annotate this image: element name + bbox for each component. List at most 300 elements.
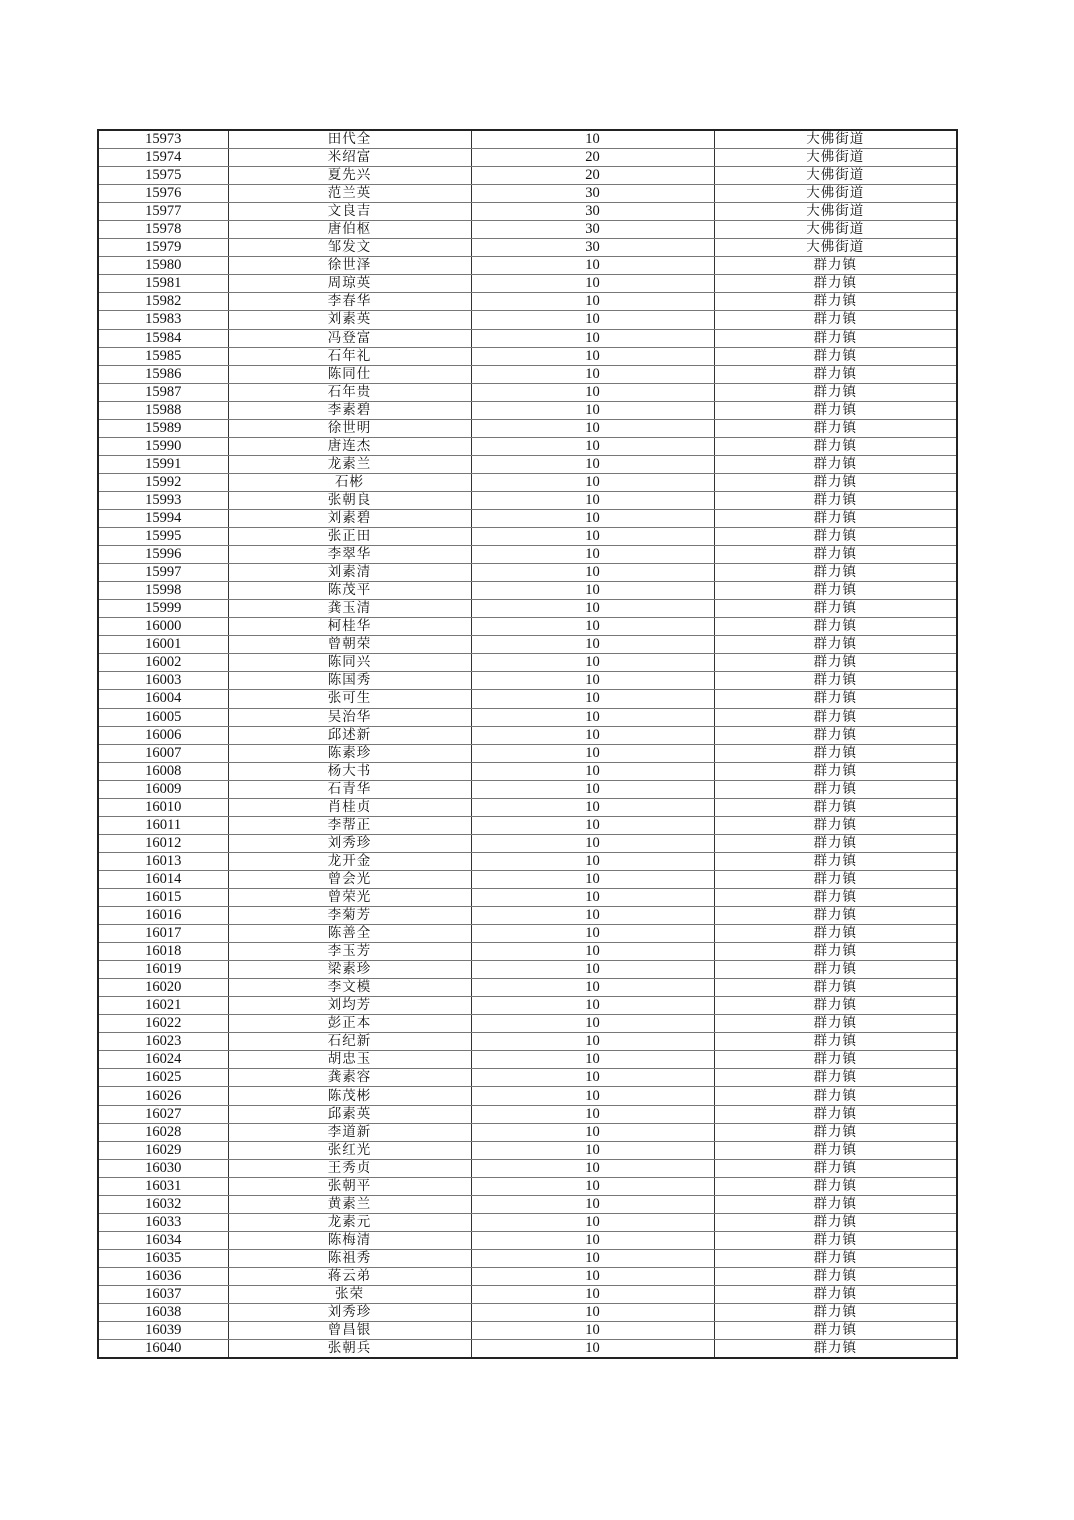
name-cell: 徐世泽 xyxy=(228,257,471,275)
area-cell: 群力镇 xyxy=(714,401,957,419)
table-row xyxy=(98,1286,957,1304)
name-cell: 唐伯枢 xyxy=(228,221,471,239)
name-cell: 杨大书 xyxy=(228,762,471,780)
area-cell: 群力镇 xyxy=(714,636,957,654)
area-cell: 大佛街道 xyxy=(714,149,957,167)
table-body xyxy=(98,130,957,1358)
row-number-cell: 16023 xyxy=(98,1033,228,1051)
area-cell: 群力镇 xyxy=(714,347,957,365)
table-row xyxy=(98,1249,957,1267)
area-cell: 群力镇 xyxy=(714,419,957,437)
row-number-cell: 16031 xyxy=(98,1177,228,1195)
name-cell: 吴治华 xyxy=(228,708,471,726)
table-row xyxy=(98,1141,957,1159)
row-number-cell: 16016 xyxy=(98,907,228,925)
name-cell: 李菊芳 xyxy=(228,907,471,925)
table-row xyxy=(98,582,957,600)
table-row xyxy=(98,1267,957,1285)
row-number-cell: 16033 xyxy=(98,1213,228,1231)
row-number-cell: 16027 xyxy=(98,1105,228,1123)
area-cell: 群力镇 xyxy=(714,690,957,708)
row-number-cell: 15985 xyxy=(98,347,228,365)
area-cell: 群力镇 xyxy=(714,672,957,690)
row-number-cell: 16020 xyxy=(98,979,228,997)
table-row xyxy=(98,943,957,961)
row-number-cell: 15994 xyxy=(98,509,228,527)
table-row xyxy=(98,167,957,185)
amount-cell: 10 xyxy=(471,401,714,419)
amount-cell: 10 xyxy=(471,888,714,906)
area-cell: 大佛街道 xyxy=(714,239,957,257)
row-number-cell: 16036 xyxy=(98,1267,228,1285)
table-row xyxy=(98,690,957,708)
name-cell: 柯桂华 xyxy=(228,618,471,636)
table-row xyxy=(98,1123,957,1141)
table-row xyxy=(98,852,957,870)
name-cell: 陈国秀 xyxy=(228,672,471,690)
amount-cell: 10 xyxy=(471,365,714,383)
name-cell: 李素碧 xyxy=(228,401,471,419)
name-cell: 石年贵 xyxy=(228,383,471,401)
amount-cell: 10 xyxy=(471,455,714,473)
name-cell: 田代全 xyxy=(228,130,471,149)
area-cell: 群力镇 xyxy=(714,870,957,888)
amount-cell: 10 xyxy=(471,726,714,744)
name-cell: 胡忠玉 xyxy=(228,1051,471,1069)
area-cell: 群力镇 xyxy=(714,1249,957,1267)
row-number-cell: 16000 xyxy=(98,618,228,636)
row-number-cell: 16018 xyxy=(98,943,228,961)
row-number-cell: 15997 xyxy=(98,564,228,582)
amount-cell: 20 xyxy=(471,167,714,185)
name-cell: 梁素珍 xyxy=(228,961,471,979)
row-number-cell: 16015 xyxy=(98,888,228,906)
row-number-cell: 15991 xyxy=(98,455,228,473)
name-cell: 邱述新 xyxy=(228,726,471,744)
amount-cell: 10 xyxy=(471,1304,714,1322)
table-row xyxy=(98,618,957,636)
table-row xyxy=(98,149,957,167)
table-row xyxy=(98,401,957,419)
row-number-cell: 16021 xyxy=(98,997,228,1015)
row-number-cell: 15977 xyxy=(98,203,228,221)
name-cell: 张正田 xyxy=(228,528,471,546)
area-cell: 大佛街道 xyxy=(714,221,957,239)
table-row xyxy=(98,834,957,852)
table-row xyxy=(98,257,957,275)
table-row xyxy=(98,1159,957,1177)
area-cell: 群力镇 xyxy=(714,997,957,1015)
amount-cell: 10 xyxy=(471,383,714,401)
row-number-cell: 16040 xyxy=(98,1340,228,1359)
area-cell: 群力镇 xyxy=(714,961,957,979)
row-number-cell: 15983 xyxy=(98,311,228,329)
row-number-cell: 16039 xyxy=(98,1322,228,1340)
row-number-cell: 16010 xyxy=(98,798,228,816)
amount-cell: 10 xyxy=(471,979,714,997)
amount-cell: 10 xyxy=(471,1286,714,1304)
row-number-cell: 16007 xyxy=(98,744,228,762)
name-cell: 刘素碧 xyxy=(228,509,471,527)
table-row xyxy=(98,816,957,834)
name-cell: 米绍富 xyxy=(228,149,471,167)
name-cell: 刘秀珍 xyxy=(228,1304,471,1322)
area-cell: 群力镇 xyxy=(714,1069,957,1087)
table-row xyxy=(98,1213,957,1231)
area-cell: 群力镇 xyxy=(714,1340,957,1359)
row-number-cell: 16032 xyxy=(98,1195,228,1213)
area-cell: 群力镇 xyxy=(714,1231,957,1249)
row-number-cell: 15989 xyxy=(98,419,228,437)
name-cell: 刘素英 xyxy=(228,311,471,329)
area-cell: 大佛街道 xyxy=(714,203,957,221)
name-cell: 石年礼 xyxy=(228,347,471,365)
row-number-cell: 16034 xyxy=(98,1231,228,1249)
area-cell: 群力镇 xyxy=(714,1177,957,1195)
table-row xyxy=(98,239,957,257)
row-number-cell: 16024 xyxy=(98,1051,228,1069)
amount-cell: 10 xyxy=(471,473,714,491)
amount-cell: 30 xyxy=(471,221,714,239)
table-row xyxy=(98,455,957,473)
row-number-cell: 16001 xyxy=(98,636,228,654)
amount-cell: 10 xyxy=(471,293,714,311)
area-cell: 群力镇 xyxy=(714,618,957,636)
table-row xyxy=(98,1322,957,1340)
name-cell: 唐连杰 xyxy=(228,437,471,455)
amount-cell: 10 xyxy=(471,834,714,852)
table-row xyxy=(98,636,957,654)
row-number-cell: 16025 xyxy=(98,1069,228,1087)
row-number-cell: 15974 xyxy=(98,149,228,167)
area-cell: 群力镇 xyxy=(714,852,957,870)
table-row xyxy=(98,221,957,239)
row-number-cell: 15978 xyxy=(98,221,228,239)
table-row xyxy=(98,1069,957,1087)
table-row xyxy=(98,1051,957,1069)
row-number-cell: 15995 xyxy=(98,528,228,546)
table-row xyxy=(98,888,957,906)
area-cell: 群力镇 xyxy=(714,708,957,726)
row-number-cell: 15988 xyxy=(98,401,228,419)
area-cell: 群力镇 xyxy=(714,925,957,943)
table-row xyxy=(98,1231,957,1249)
name-cell: 曾会光 xyxy=(228,870,471,888)
amount-cell: 10 xyxy=(471,1267,714,1285)
name-cell: 张朝平 xyxy=(228,1177,471,1195)
amount-cell: 10 xyxy=(471,1340,714,1359)
amount-cell: 10 xyxy=(471,564,714,582)
table-row xyxy=(98,1087,957,1105)
name-cell: 陈梅清 xyxy=(228,1231,471,1249)
table-row xyxy=(98,979,957,997)
row-number-cell: 16005 xyxy=(98,708,228,726)
amount-cell: 10 xyxy=(471,1141,714,1159)
table-row xyxy=(98,1304,957,1322)
area-cell: 群力镇 xyxy=(714,383,957,401)
amount-cell: 20 xyxy=(471,149,714,167)
row-number-cell: 16029 xyxy=(98,1141,228,1159)
amount-cell: 30 xyxy=(471,185,714,203)
amount-cell: 10 xyxy=(471,1033,714,1051)
area-cell: 群力镇 xyxy=(714,744,957,762)
area-cell: 群力镇 xyxy=(714,1141,957,1159)
amount-cell: 10 xyxy=(471,961,714,979)
amount-cell: 10 xyxy=(471,1177,714,1195)
row-number-cell: 15992 xyxy=(98,473,228,491)
amount-cell: 10 xyxy=(471,329,714,347)
area-cell: 群力镇 xyxy=(714,726,957,744)
name-cell: 张红光 xyxy=(228,1141,471,1159)
name-cell: 冯登富 xyxy=(228,329,471,347)
amount-cell: 10 xyxy=(471,1087,714,1105)
amount-cell: 10 xyxy=(471,618,714,636)
row-number-cell: 16037 xyxy=(98,1286,228,1304)
row-number-cell: 16014 xyxy=(98,870,228,888)
table-row xyxy=(98,708,957,726)
area-cell: 群力镇 xyxy=(714,491,957,509)
name-cell: 张可生 xyxy=(228,690,471,708)
name-cell: 张朝兵 xyxy=(228,1340,471,1359)
amount-cell: 10 xyxy=(471,654,714,672)
area-cell: 群力镇 xyxy=(714,798,957,816)
name-cell: 曾荣光 xyxy=(228,888,471,906)
amount-cell: 10 xyxy=(471,1015,714,1033)
area-cell: 群力镇 xyxy=(714,311,957,329)
name-cell: 龚玉清 xyxy=(228,600,471,618)
name-cell: 彭正本 xyxy=(228,1015,471,1033)
amount-cell: 10 xyxy=(471,852,714,870)
name-cell: 石彬 xyxy=(228,473,471,491)
row-number-cell: 16004 xyxy=(98,690,228,708)
area-cell: 大佛街道 xyxy=(714,130,957,149)
area-cell: 群力镇 xyxy=(714,888,957,906)
name-cell: 范兰英 xyxy=(228,185,471,203)
row-number-cell: 15996 xyxy=(98,546,228,564)
table-row xyxy=(98,293,957,311)
area-cell: 群力镇 xyxy=(714,1159,957,1177)
row-number-cell: 16012 xyxy=(98,834,228,852)
name-cell: 夏先兴 xyxy=(228,167,471,185)
row-number-cell: 16028 xyxy=(98,1123,228,1141)
row-number-cell: 15987 xyxy=(98,383,228,401)
table-row xyxy=(98,491,957,509)
amount-cell: 10 xyxy=(471,744,714,762)
name-cell: 石纪新 xyxy=(228,1033,471,1051)
table-row xyxy=(98,1105,957,1123)
row-number-cell: 16019 xyxy=(98,961,228,979)
row-number-cell: 15973 xyxy=(98,130,228,149)
row-number-cell: 15998 xyxy=(98,582,228,600)
amount-cell: 10 xyxy=(471,528,714,546)
name-cell: 陈素珍 xyxy=(228,744,471,762)
row-number-cell: 16003 xyxy=(98,672,228,690)
area-cell: 群力镇 xyxy=(714,275,957,293)
name-cell: 邱素英 xyxy=(228,1105,471,1123)
amount-cell: 10 xyxy=(471,1123,714,1141)
name-cell: 陈善全 xyxy=(228,925,471,943)
table-row xyxy=(98,1195,957,1213)
amount-cell: 10 xyxy=(471,600,714,618)
row-number-cell: 16030 xyxy=(98,1159,228,1177)
amount-cell: 10 xyxy=(471,997,714,1015)
amount-cell: 10 xyxy=(471,509,714,527)
name-cell: 龙素元 xyxy=(228,1213,471,1231)
area-cell: 群力镇 xyxy=(714,834,957,852)
name-cell: 石青华 xyxy=(228,780,471,798)
name-cell: 陈同仕 xyxy=(228,365,471,383)
name-cell: 黄素兰 xyxy=(228,1195,471,1213)
table-row xyxy=(98,1177,957,1195)
row-number-cell: 16013 xyxy=(98,852,228,870)
area-cell: 群力镇 xyxy=(714,1195,957,1213)
table-row xyxy=(98,672,957,690)
area-cell: 群力镇 xyxy=(714,455,957,473)
amount-cell: 10 xyxy=(471,1105,714,1123)
name-cell: 陈茂彬 xyxy=(228,1087,471,1105)
name-cell: 周琼英 xyxy=(228,275,471,293)
area-cell: 群力镇 xyxy=(714,582,957,600)
area-cell: 大佛街道 xyxy=(714,167,957,185)
row-number-cell: 16038 xyxy=(98,1304,228,1322)
row-number-cell: 15981 xyxy=(98,275,228,293)
amount-cell: 10 xyxy=(471,762,714,780)
area-cell: 群力镇 xyxy=(714,943,957,961)
area-cell: 群力镇 xyxy=(714,365,957,383)
row-number-cell: 16026 xyxy=(98,1087,228,1105)
name-cell: 刘秀珍 xyxy=(228,834,471,852)
area-cell: 群力镇 xyxy=(714,979,957,997)
row-number-cell: 15975 xyxy=(98,167,228,185)
data-table xyxy=(97,129,958,1359)
row-number-cell: 15976 xyxy=(98,185,228,203)
amount-cell: 10 xyxy=(471,907,714,925)
amount-cell: 10 xyxy=(471,347,714,365)
name-cell: 陈茂平 xyxy=(228,582,471,600)
amount-cell: 10 xyxy=(471,816,714,834)
amount-cell: 10 xyxy=(471,546,714,564)
amount-cell: 10 xyxy=(471,419,714,437)
area-cell: 群力镇 xyxy=(714,329,957,347)
amount-cell: 30 xyxy=(471,203,714,221)
area-cell: 群力镇 xyxy=(714,1087,957,1105)
amount-cell: 10 xyxy=(471,636,714,654)
table-row xyxy=(98,528,957,546)
amount-cell: 10 xyxy=(471,708,714,726)
amount-cell: 10 xyxy=(471,798,714,816)
name-cell: 蒋云弟 xyxy=(228,1267,471,1285)
amount-cell: 10 xyxy=(471,275,714,293)
row-number-cell: 16008 xyxy=(98,762,228,780)
amount-cell: 10 xyxy=(471,1231,714,1249)
amount-cell: 10 xyxy=(471,1051,714,1069)
area-cell: 群力镇 xyxy=(714,1304,957,1322)
area-cell: 群力镇 xyxy=(714,780,957,798)
area-cell: 群力镇 xyxy=(714,257,957,275)
amount-cell: 10 xyxy=(471,925,714,943)
name-cell: 李春华 xyxy=(228,293,471,311)
amount-cell: 10 xyxy=(471,257,714,275)
name-cell: 张朝良 xyxy=(228,491,471,509)
area-cell: 群力镇 xyxy=(714,1051,957,1069)
amount-cell: 10 xyxy=(471,870,714,888)
table-row xyxy=(98,130,957,149)
area-cell: 群力镇 xyxy=(714,564,957,582)
row-number-cell: 15999 xyxy=(98,600,228,618)
amount-cell: 10 xyxy=(471,1069,714,1087)
row-number-cell: 16035 xyxy=(98,1249,228,1267)
table-row xyxy=(98,203,957,221)
amount-cell: 10 xyxy=(471,582,714,600)
area-cell: 群力镇 xyxy=(714,1105,957,1123)
table-row xyxy=(98,546,957,564)
area-cell: 群力镇 xyxy=(714,546,957,564)
area-cell: 群力镇 xyxy=(714,293,957,311)
row-number-cell: 16022 xyxy=(98,1015,228,1033)
area-cell: 群力镇 xyxy=(714,437,957,455)
table-row xyxy=(98,961,957,979)
row-number-cell: 15982 xyxy=(98,293,228,311)
area-cell: 群力镇 xyxy=(714,1123,957,1141)
table-row xyxy=(98,437,957,455)
row-number-cell: 15986 xyxy=(98,365,228,383)
area-cell: 群力镇 xyxy=(714,1286,957,1304)
row-number-cell: 15993 xyxy=(98,491,228,509)
area-cell: 群力镇 xyxy=(714,1015,957,1033)
name-cell: 龚素容 xyxy=(228,1069,471,1087)
row-number-cell: 16017 xyxy=(98,925,228,943)
row-number-cell: 15979 xyxy=(98,239,228,257)
name-cell: 李玉芳 xyxy=(228,943,471,961)
table-row xyxy=(98,311,957,329)
row-number-cell: 16009 xyxy=(98,780,228,798)
table-row xyxy=(98,925,957,943)
amount-cell: 10 xyxy=(471,1159,714,1177)
table-row xyxy=(98,329,957,347)
table-row xyxy=(98,870,957,888)
name-cell: 龙开金 xyxy=(228,852,471,870)
row-number-cell: 16006 xyxy=(98,726,228,744)
area-cell: 群力镇 xyxy=(714,1213,957,1231)
name-cell: 李道新 xyxy=(228,1123,471,1141)
name-cell: 文良吉 xyxy=(228,203,471,221)
row-number-cell: 15980 xyxy=(98,257,228,275)
area-cell: 群力镇 xyxy=(714,1033,957,1051)
table-row xyxy=(98,1033,957,1051)
table-row xyxy=(98,726,957,744)
amount-cell: 10 xyxy=(471,437,714,455)
name-cell: 曾朝荣 xyxy=(228,636,471,654)
area-cell: 群力镇 xyxy=(714,528,957,546)
table-row xyxy=(98,564,957,582)
area-cell: 群力镇 xyxy=(714,473,957,491)
amount-cell: 10 xyxy=(471,943,714,961)
area-cell: 群力镇 xyxy=(714,600,957,618)
table-row xyxy=(98,419,957,437)
amount-cell: 10 xyxy=(471,1322,714,1340)
area-cell: 群力镇 xyxy=(714,816,957,834)
row-number-cell: 15990 xyxy=(98,437,228,455)
table-row xyxy=(98,275,957,293)
table-row xyxy=(98,744,957,762)
row-number-cell: 16002 xyxy=(98,654,228,672)
area-cell: 群力镇 xyxy=(714,762,957,780)
area-cell: 群力镇 xyxy=(714,654,957,672)
table-row xyxy=(98,365,957,383)
amount-cell: 10 xyxy=(471,1195,714,1213)
table-row xyxy=(98,780,957,798)
amount-cell: 10 xyxy=(471,130,714,149)
